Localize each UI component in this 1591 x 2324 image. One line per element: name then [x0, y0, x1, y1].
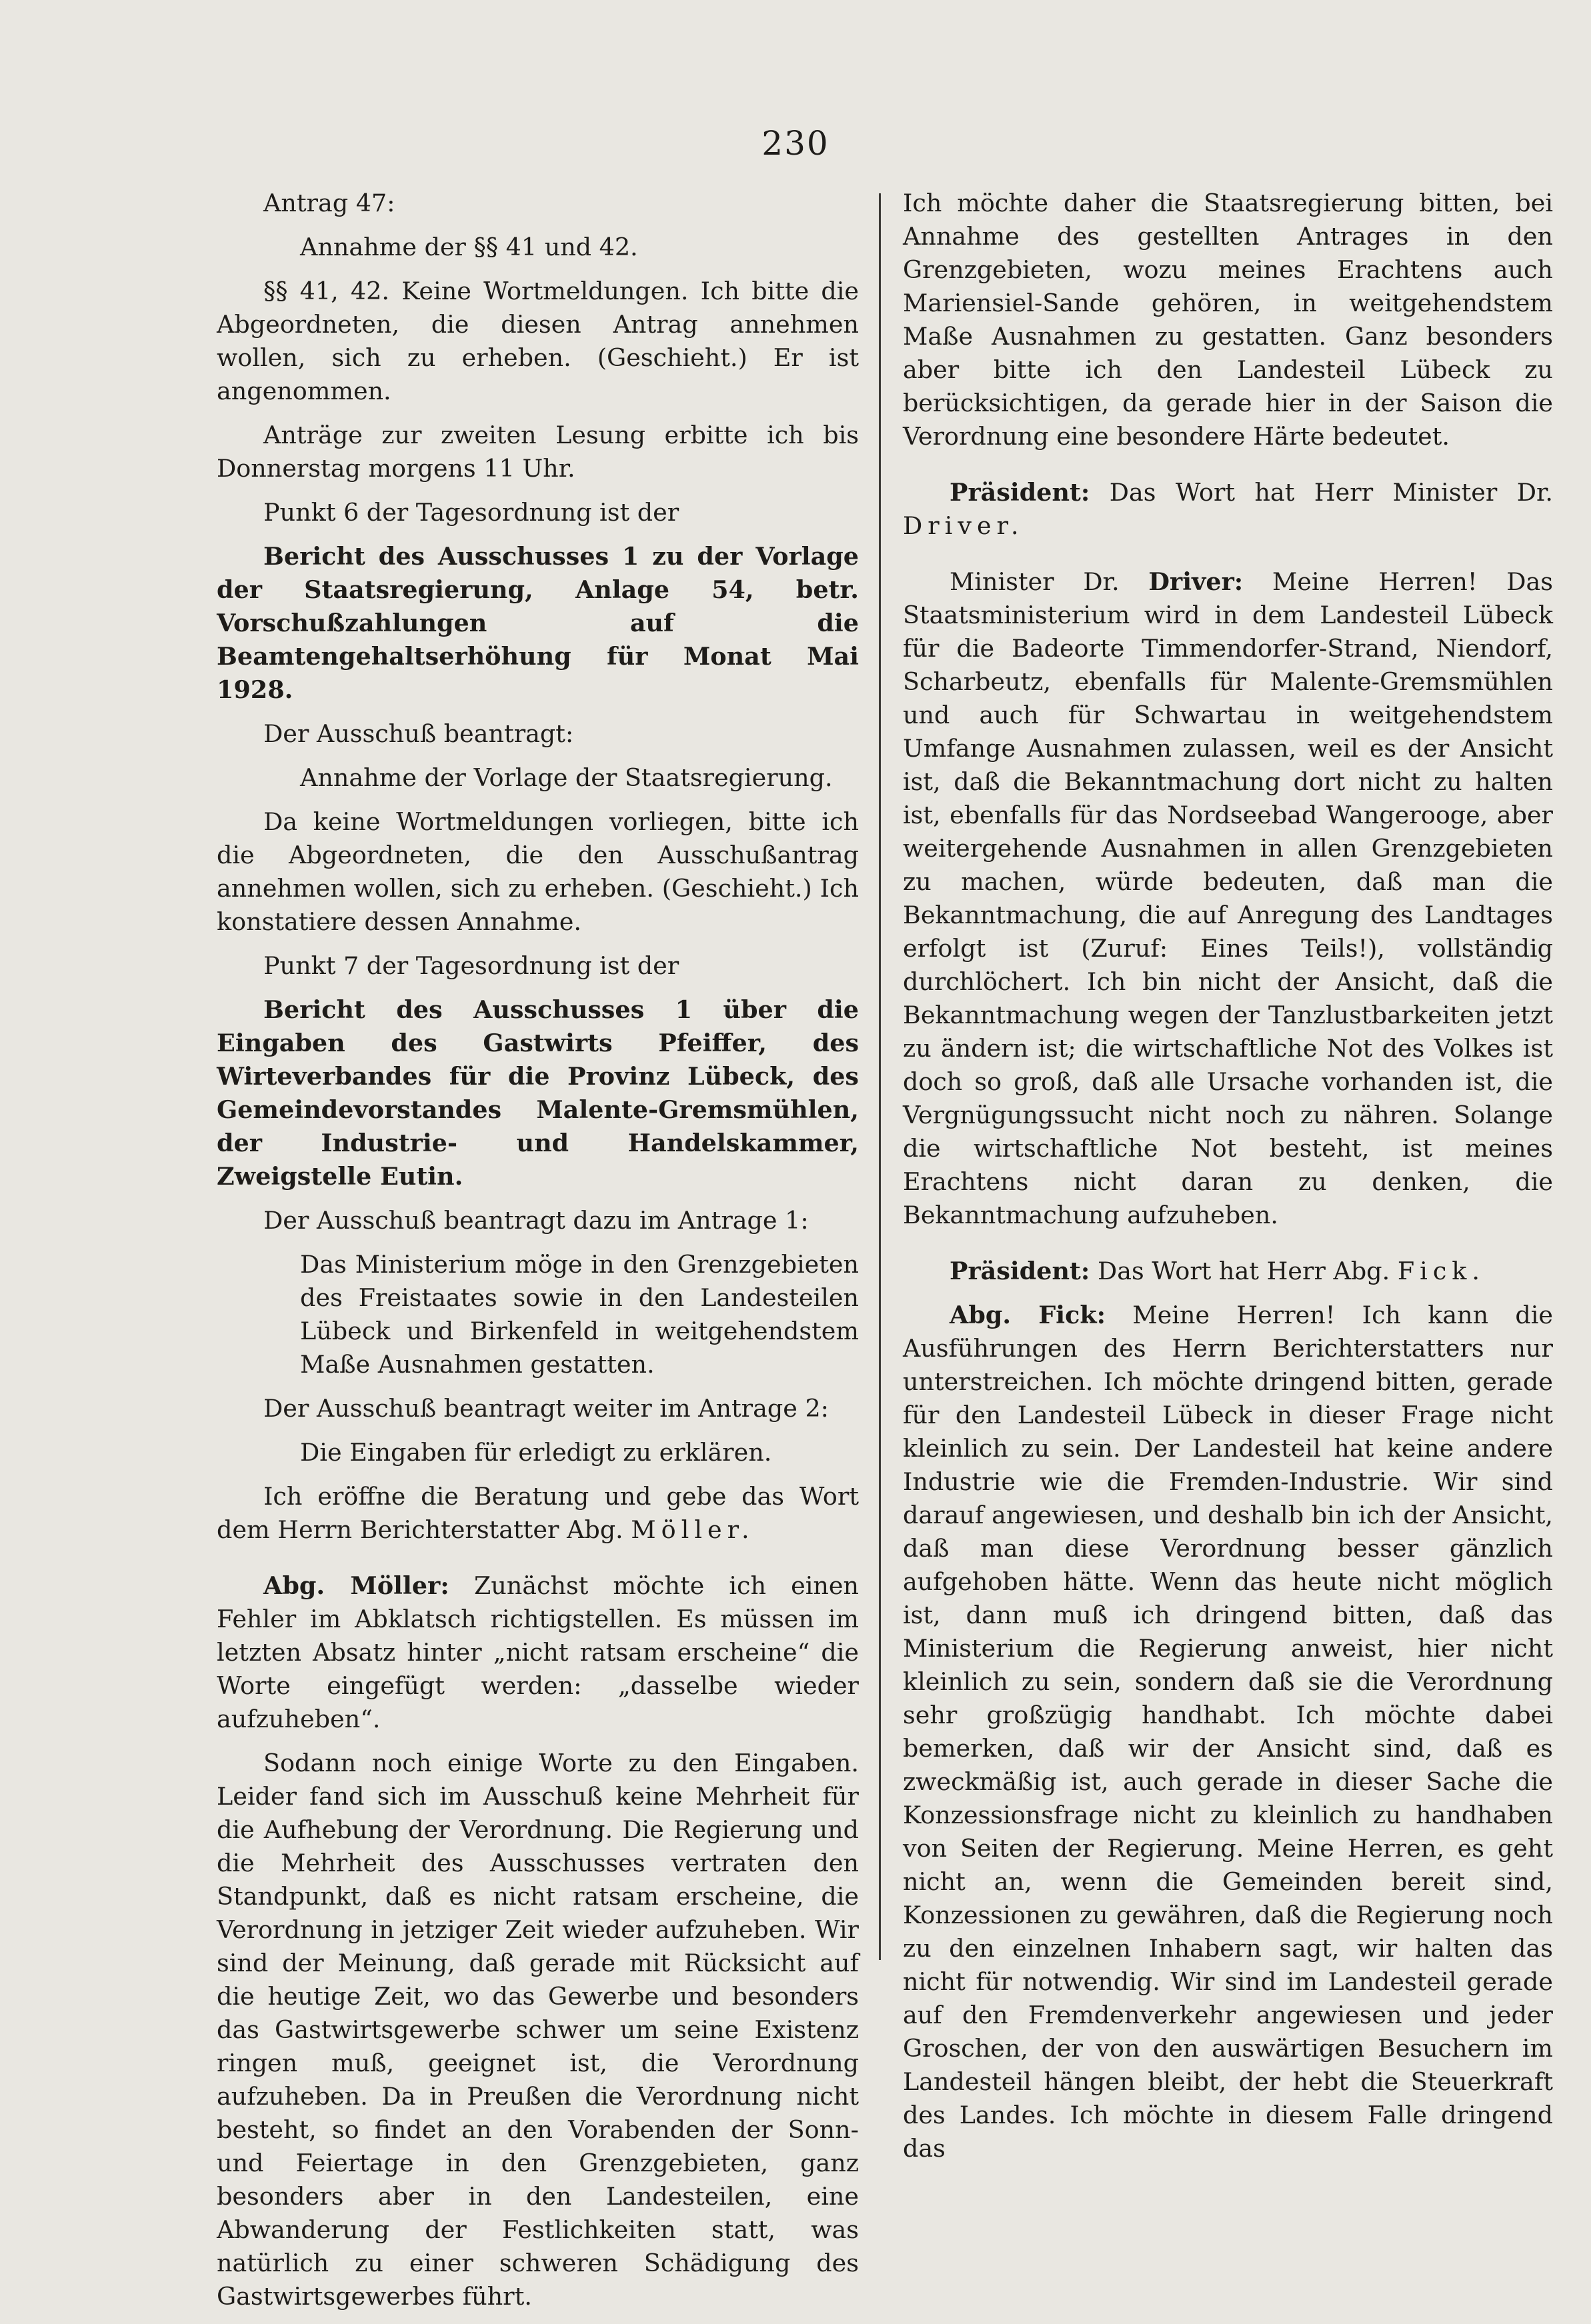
speech-text: Das Wort hat Herr Abg. — [1097, 1257, 1390, 1285]
committee-request-text: Annahme der Vorlage der Staatsregierung. — [300, 763, 833, 792]
speech-president — [903, 1255, 1553, 1288]
column-divider — [879, 193, 881, 1960]
speaker-label: Präsident: — [950, 1257, 1090, 1285]
agenda-item-6: Punkt 6 der Tagesordnung ist der — [263, 498, 679, 527]
speaker-name: Fick. — [1397, 1257, 1485, 1285]
speaker-title: Minister Dr. — [950, 567, 1120, 596]
paragraph: Anträge zur zweiten Lesung erbitte ich bis Donnerstag morgens 11 Uhr. — [217, 421, 859, 483]
report-title-1: Bericht des Ausschusses 1 zu der Vorlage der Staatsregierung, Anlage 54, betr. Vorschußzahlungen auf die Beamtengehaltserhöhung für Monat Mai 1928. — [217, 542, 859, 704]
speaker-name: Driver. — [903, 511, 1024, 540]
speech-minister-driver — [903, 565, 1553, 1232]
paragraph: §§ 41, 42. Keine Wortmeldungen. Ich bitte die Abgeordneten, die diesen Antrag annehmen wollen, sich zu erheben. (Geschieht.) Er ist angenommen. — [217, 277, 859, 405]
paragraph: Sodann noch einige Worte zu den Eingaben. Leider fand sich im Ausschuß keine Mehrheit für die Aufhebung der Verordnung. Die Regierung und die Mehrheit des Ausschusses vertraten den Standpunkt, daß es nicht ratsam erscheine, die Verordnung in jetziger Zeit wieder aufzuheben. Wir sind der Meinung, daß gerade mit Rücksicht auf die heutige Zeit, wo das Gewerbe und besonders das Gastwirtsgewerbe schwer um seine Existenz ringen muß, geeignet ist, die Verordnung aufzuheben. Da in Preußen die Verordnung nicht besteht, so findet an den Vorabenden der Sonn- und Feiertage in den Grenzgebieten, ganz besonders aber in den Landesteilen, eine Abwanderung der Festlichkeiten statt, was natürlich zu einer schweren Schädigung des Gastwirtsgewerbes führt. — [217, 1749, 859, 2311]
speech-text: Zunächst möchte ich einen Fehler im Abklatsch richtigstellen. Es müssen im letzten Absatz hinter „nicht ratsam erscheine“ die Worte eingefügt werden: „dasselbe wieder aufzuheben“. — [217, 1571, 859, 1733]
speech-president — [903, 476, 1553, 543]
paragraph: Da keine Wortmeldungen vorliegen, bitte ich die Abgeordneten, die den Ausschußantrag annehmen wollen, sich zu erheben. (Geschieht.) Ich konstatiere dessen Annahme. — [217, 807, 859, 936]
page-number: 230 — [761, 124, 830, 163]
right-column — [903, 187, 1553, 2176]
speech-moeller — [217, 1569, 859, 1736]
paragraph-text: Ich eröffne die Beratung und gebe das Wort dem Herrn Berichterstatter Abg. — [217, 1482, 859, 1544]
left-column — [217, 187, 859, 2324]
speech-fick — [903, 1299, 1553, 2165]
motion-label: Antrag 47: — [263, 189, 395, 217]
agenda-item-7: Punkt 7 der Tagesordnung ist der — [263, 951, 679, 980]
motion-text: Annahme der §§ 41 und 42. — [300, 233, 638, 261]
motion-1-text: Das Ministerium möge in den Grenzgebieten des Freistaates sowie in den Landesteilen Lübeck und Birkenfeld in weitgehendstem Maße Ausnahmen gestatten. — [300, 1250, 859, 1379]
speaker-label: Präsident: — [950, 478, 1090, 507]
committee-request: Der Ausschuß beantragt dazu im Antrage 1: — [263, 1206, 809, 1235]
speech-text: Meine Herren! Das Staatsministerium wird in dem Landesteil Lübeck für die Badeorte Timmendorfer-Strand, Niendorf, Scharbeutz, ebenfalls für Malente-Gremsmühlen und auch für Schwartau in weitgehendstem Umfange Ausnahmen zulassen, weil es der Ansicht ist, daß die Bekanntmachung dort nicht zu halten ist, ebenfalls für das Nordseebad Wangerooge, aber weitergehende Ausnahmen in allen Grenzgebieten zu machen, würde bedeuten, daß man die Bekanntmachung, die auf Anregung des Landtages erfolgt ist (Zuruf: Eines Teils!), vollständig durchlöchert. Ich bin nicht der Ansicht, daß die Bekanntmachung wegen der Tanzlustbarkeiten jetzt zu ändern ist; die wirtschaftliche Not des Volkes ist doch so groß, daß alle Ursache vorhanden ist, die Vergnügungssucht nicht noch zu nähren. Solange die wirtschaftliche Not besteht, ist meines Erachtens nicht daran zu denken, die Bekanntmachung aufzuheben. — [903, 567, 1553, 1229]
paragraph: Ich möchte daher die Staatsregierung bitten, bei Annahme des gestellten Antrages in den Grenzgebieten, wozu meines Erachtens auch Mariensiel-Sande gehören, in weitgehendstem Maße Ausnahmen zu gestatten. Ganz besonders aber bitte ich den Landesteil Lübeck zu berücksichtigen, da gerade hier in der Saison die Verordnung eine besondere Härte bedeutet. — [903, 189, 1553, 451]
speaker-label: Abg. Möller: — [263, 1571, 449, 1600]
speaker-label: Driver: — [1148, 567, 1244, 596]
speech-text: Meine Herren! Ich kann die Ausführungen des Herrn Berichterstatters nur unterstreichen. Ich möchte dringend bitten, gerade für den Landesteil Lübeck in dieser Frage nicht kleinlich zu sein. Der Landesteil hat keine andere Industrie wie die Fremden-Industrie. Wir sind darauf angewiesen, und deshalb bin ich der Ansicht, daß man diese Verordnung besser gänzlich aufgehoben hätte. Wenn das heute nicht möglich ist, dann muß ich dringend bitten, daß das Ministerium die Regierung anweist, hier nicht kleinlich zu sein, sondern daß sie die Verordnung sehr großzügig handhabt. Ich möchte dabei bemerken, daß wir der Ansicht sind, daß es zweckmäßig ist, auch gerade in dieser Sache die Konzessionsfrage nicht zu kleinlich zu handhaben von Seiten der Regierung. Meine Herren, es geht nicht an, wenn die Gemeinden bereit sind, Konzessionen zu gewähren, daß die Regierung noch zu den einzelnen Inhabern sagt, wir halten das nicht für notwendig. Wir sind im Landesteil gerade auf den Fremdenverkehr angewiesen und jeder Groschen, der von den auswärtigen Besuchern im Landesteil hängen bleibt, der hebt die Steuerkraft des Landes. Ich möchte in diesem Falle dringend das — [903, 1301, 1553, 2163]
motion-2-text: Die Eingaben für erledigt zu erklären. — [300, 1438, 772, 1467]
report-title-2: Bericht des Ausschusses 1 über die Eingaben des Gastwirts Pfeiffer, des Wirteverbandes für die Provinz Lübeck, des Gemeindevorstandes Malente-Gremsmühlen, der Industrie- und Handelskammer, Zweigstelle Eutin. — [217, 995, 859, 1191]
paragraph — [217, 1480, 859, 1547]
committee-request: Der Ausschuß beantragt weiter im Antrage 2: — [263, 1394, 829, 1423]
speech-text: Das Wort hat Herr Minister Dr. — [1109, 478, 1553, 507]
speaker-name: Möller. — [631, 1515, 755, 1544]
speaker-label: Abg. Fick: — [950, 1301, 1106, 1329]
committee-request: Der Ausschuß beantragt: — [263, 719, 574, 748]
